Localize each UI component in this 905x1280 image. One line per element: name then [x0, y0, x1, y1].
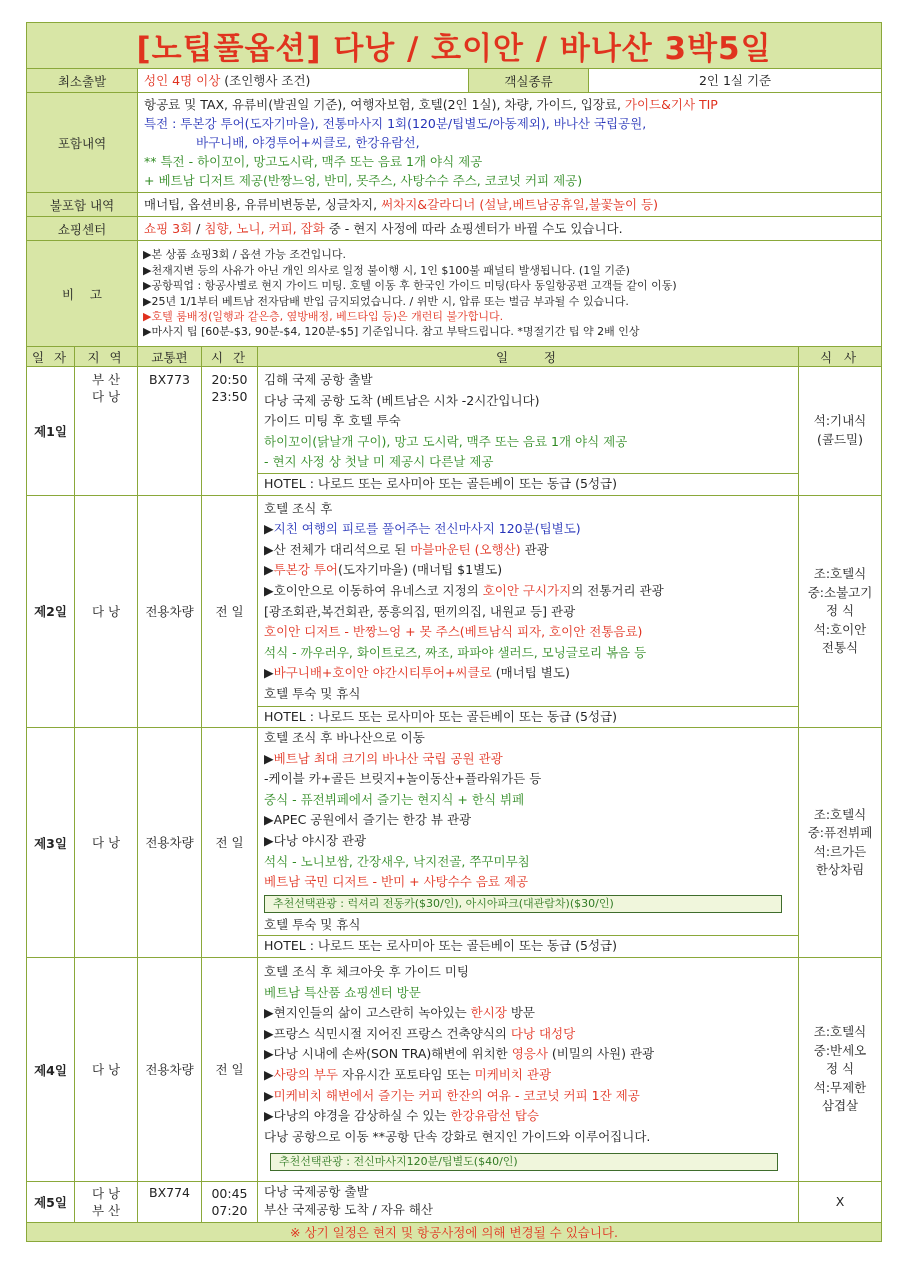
schedule-line: 김해 국제 공항 출발 [264, 372, 373, 387]
day-2-hotel: HOTEL : 나로드 또는 로사미아 또는 골든베이 또는 동급 (5성급) [258, 706, 798, 728]
shopping-sep: / [192, 221, 205, 236]
day-3-time: 전 일 [202, 728, 258, 958]
schedule-line: 호텔 조식 후 체크아웃 후 가이드 미팅 [264, 964, 469, 980]
schedule-line: ▶다낭 야시장 관광 [264, 833, 367, 849]
day-3-transport: 전용차량 [138, 728, 202, 958]
schedule-line: ▶다낭의 야경을 감상하실 수 있는 한강유람선 탑승 [264, 1108, 539, 1124]
day-5-region-to: 부 산 [91, 1203, 121, 1219]
remarks-label: 비 고 [27, 241, 138, 347]
meal-line: (콜드밀) [817, 431, 863, 447]
shopping-count: 쇼핑 3회 [144, 221, 193, 236]
day-4-schedule [258, 958, 799, 1182]
day-1-region [75, 367, 138, 496]
day-2-schedule [258, 495, 799, 728]
meal-line: 중:반세오 [813, 1042, 867, 1058]
meal-line: 조:호텔식 [813, 566, 867, 582]
schedule-line: 석식 - 까우러우, 화이트로즈, 짜조, 파파야 샐러드, 모닝글로리 볶음 등 [264, 644, 647, 660]
day-2-transport: 전용차량 [138, 495, 202, 728]
day-1-transport: BX773 [138, 367, 202, 496]
col-header-region: 지 역 [75, 347, 138, 367]
day-4-label: 제4일 [27, 958, 75, 1182]
day-3-region: 다 낭 [75, 728, 138, 958]
remark-item: ▶본 상품 쇼핑3회 / 옵션 가능 조건입니다. [143, 248, 347, 262]
meal-line: 삼겹살 [821, 1098, 859, 1114]
remark-item: ▶공항픽업 : 항공사별로 현지 가이드 미팅. 호텔 이동 후 한국인 가이드 미팅(타사 동일항공편 고객들 같이 이동) [143, 279, 677, 293]
meal-line: 석:무제한 [813, 1079, 867, 1095]
room-type-label: 객실종류 [469, 69, 589, 93]
day-1-hotel: HOTEL : 나로드 또는 로사미아 또는 골든베이 또는 동급 (5성급) [258, 473, 798, 495]
day-5-region [75, 1182, 138, 1223]
schedule-line: ▶산 전체가 대리석으로 된 마블마운틴 (오행산) 관광 [264, 541, 549, 557]
exclude-content [138, 193, 882, 217]
meal-line: 석:르가든 [813, 843, 867, 859]
schedule-line: ▶지친 여행의 피로를 풀어주는 전신마사지 120분(팁별도) [264, 521, 581, 537]
day-1-region-to: 다 낭 [91, 389, 121, 404]
schedule-line: 호텔 조식 후 [264, 500, 333, 516]
schedule-line: 호텔 투숙 및 휴식 [264, 685, 361, 701]
min-depart-people: 성인 4명 이상 [144, 73, 221, 88]
shopping-content [138, 217, 882, 241]
day-3-optional-tour: 추천선택관광 : 럭셔리 전동카($30/인), 아시아파크(대관람차)($30/인) [264, 895, 782, 913]
schedule-line: 호텔 투숙 및 휴식 [264, 916, 361, 932]
schedule-line: ▶APEC 공원에서 즐기는 한강 뷰 관광 [264, 812, 472, 828]
meal-line: 조:호텔식 [813, 1024, 867, 1040]
day-2-time: 전 일 [202, 495, 258, 728]
remark-item: ▶천재지변 등의 사유가 아닌 개인 의사로 일정 불이행 시, 1인 $100불 패널티 발생됩니다. (1일 기준) [143, 263, 630, 277]
day-2-meal [799, 495, 882, 728]
meal-line: 전통식 [821, 640, 859, 656]
schedule-line: ▶호이안으로 이동하여 유네스코 지정의 호이안 구시가지의 전통거리 관광 [264, 582, 664, 598]
include-line-1: 항공료 및 TAX, 유류비(발권일 기준), 여행자보험, 호텔(2인 1실), 차량, 가이드, 입장료, [144, 97, 625, 112]
min-depart-value [138, 69, 469, 93]
meal-line: 석:기내식 [813, 413, 867, 429]
day-1-label: 제1일 [27, 367, 75, 496]
room-type-value: 2인 1실 기준 [589, 69, 882, 93]
include-label: 포함내역 [27, 93, 138, 193]
day-5-time-arrive: 07:20 [211, 1203, 248, 1219]
schedule-line: 호텔 조식 후 바나산으로 이동 [264, 730, 425, 746]
col-header-time: 시 간 [202, 347, 258, 367]
day-4-transport: 전용차량 [138, 958, 202, 1182]
include-line-3: 바구니배, 야경투어+씨클로, 한강유람선, [196, 135, 420, 150]
day-2-region: 다 낭 [75, 495, 138, 728]
schedule-line: - 현지 사정 상 첫날 미 제공시 다른날 제공 [264, 454, 494, 470]
day-4-optional-tour: 추천선택관광 : 전신마사지120분/팁별도($40/인) [270, 1153, 778, 1171]
min-depart-condition: (조인행사 조건) [220, 73, 311, 88]
itinerary-sheet [26, 22, 881, 1242]
day-3-meal [799, 728, 882, 958]
day-3-label: 제3일 [27, 728, 75, 958]
shopping-note: 중 - 현지 사정에 따라 쇼핑센터가 바뀔 수도 있습니다. [324, 221, 623, 236]
shopping-items: 침향, 노니, 커피, 잡화 [204, 221, 325, 236]
schedule-line: 부산 국제공항 도착 / 자유 해산 [264, 1202, 433, 1218]
day-4-meal [799, 958, 882, 1182]
day-5-region-from: 다 낭 [91, 1186, 121, 1202]
day-1-time-depart: 20:50 [211, 372, 248, 387]
schedule-line: ▶미케비치 해변에서 즐기는 커피 한잔의 여유 - 코코넛 커피 1잔 제공 [264, 1087, 640, 1103]
remark-item-massage-tip: ▶마사지 팁 [60분-$3, 90분-$4, 120분-$5] 기준입니다. 참고 부탁드립니다. *명절기간 팁 약 2배 인상 [143, 325, 640, 339]
meal-line: 정 식 [825, 603, 855, 619]
schedule-line: ▶다낭 시내에 손싸(SON TRA)해변에 위치한 영응사 (비밀의 사원) 관광 [264, 1046, 655, 1062]
schedule-line: 호이안 디저트 - 반짱느엉 + 못 주스(베트남식 피자, 호이안 전통음료) [264, 624, 643, 640]
day-1-time [202, 367, 258, 496]
schedule-line: 석식 - 노니보쌈, 간장새우, 낙지전골, 쭈꾸미무침 [264, 853, 530, 869]
schedule-line: ▶현지인들의 삶이 고스란히 녹아있는 한시장 방문 [264, 1005, 535, 1021]
remark-item: ▶25년 1/1부터 베트남 전자담배 반입 금지되었습니다. / 위반 시, 압류 또는 벌금 부과될 수 있습니다. [143, 294, 629, 308]
day-1-region-from: 부 산 [91, 372, 121, 387]
meal-line: 조:호텔식 [813, 806, 867, 822]
day-5-schedule [258, 1182, 799, 1223]
shopping-label: 쇼핑센터 [27, 217, 138, 241]
page-title: [노팁풀옵션] 다낭 / 호이안 / 바나산 3박5일 [27, 23, 882, 69]
schedule-line: 베트남 국민 디저트 - 반미 + 사탕수수 음료 제공 [264, 874, 529, 890]
schedule-line: 하이꼬이(닭날개 구이), 망고 도시락, 맥주 또는 음료 1개 야식 제공 [264, 433, 628, 449]
remark-item-room: ▶호텔 룸배정(일행과 같은층, 옆방배정, 베드타입 등)은 개런티 불가합니다. [143, 309, 504, 323]
day-5-label: 제5일 [27, 1182, 75, 1223]
meal-line: 중:퓨전뷔페 [807, 825, 873, 841]
meal-line: 중:소불고기 [807, 584, 873, 600]
day-5-transport: BX774 [138, 1182, 202, 1223]
exclude-surcharge: 써차지&갈라디너 (설날,베트남공휴일,불꽃놀이 등) [381, 197, 658, 212]
include-tip: 가이드&기사 TIP [624, 97, 718, 112]
day-4-region: 다 낭 [75, 958, 138, 1182]
day-1-schedule [258, 367, 799, 496]
day-1-meal [799, 367, 882, 496]
exclude-items: 매너팁, 옵션비용, 유류비변동분, 싱글차지, [144, 197, 382, 212]
col-header-transport: 교통편 [138, 347, 202, 367]
meal-line: 한상차림 [815, 862, 865, 878]
itinerary-table [26, 22, 882, 1242]
col-header-schedule: 일 정 [258, 347, 799, 367]
min-depart-label: 최소출발 [27, 69, 138, 93]
day-3-schedule [258, 728, 799, 958]
remarks-content [138, 241, 882, 347]
schedule-line: ▶사랑의 부두 자유시간 포토타임 또는 미케비치 관광 [264, 1067, 552, 1082]
include-line-5: + 베트남 디저트 제공(반짱느엉, 반미, 못주스, 사탕수수 주스, 코코넛 커피 제공) [144, 173, 583, 188]
col-header-day: 일 자 [27, 347, 75, 367]
include-line-4: ** 특전 - 하이꼬이, 망고도시락, 맥주 또는 음료 1개 야식 제공 [144, 154, 483, 169]
schedule-line: 다낭 공항으로 이동 **공항 단속 강화로 현지인 가이드와 이루어집니다. [264, 1128, 651, 1144]
include-line-2: 특전 : 투본강 투어(도자기마을), 전통마사지 1회(120분/팁별도/아동제외), 바나산 국립공원, [144, 116, 647, 131]
meal-line: 석:호이안 [813, 621, 867, 637]
col-header-meal: 식 사 [799, 347, 882, 367]
schedule-line: 베트남 특산품 쇼핑센터 방문 [264, 984, 421, 1000]
day-4-time: 전 일 [202, 958, 258, 1182]
day-5-meal: X [799, 1182, 882, 1223]
schedule-line: 다낭 국제 공항 도착 (베트남은 시차 -2시간입니다) [264, 392, 540, 408]
day-5-time [202, 1182, 258, 1223]
day-2-label: 제2일 [27, 495, 75, 728]
schedule-line: 중식 - 퓨전뷔페에서 즐기는 현지식 + 한식 뷔페 [264, 791, 525, 807]
day-3-hotel: HOTEL : 나로드 또는 로사미아 또는 골든베이 또는 동급 (5성급) [258, 935, 798, 957]
footer-notice: ※ 상기 일정은 현지 및 항공사정에 의해 변경될 수 있습니다. [27, 1223, 882, 1242]
schedule-line: ▶투본강 투어(도자기마을) (매너팁 $1별도) [264, 562, 503, 578]
schedule-line: ▶바구니배+호이안 야간시티투어+씨클로 (매너팁 별도) [264, 665, 570, 681]
day-1-time-arrive: 23:50 [211, 389, 248, 404]
exclude-label: 불포함 내역 [27, 193, 138, 217]
day-5-time-depart: 00:45 [211, 1186, 248, 1202]
include-content [138, 93, 882, 193]
meal-line: 정 식 [825, 1061, 855, 1077]
schedule-line: [광조회관,복건회관, 풍흥의집, 떤끼의집, 내원교 등] 관광 [264, 603, 576, 619]
schedule-line: 다낭 국제공항 출발 [264, 1184, 369, 1200]
schedule-line: ▶베트남 최대 크기의 바나산 국립 공원 관광 [264, 750, 503, 766]
schedule-line: -케이블 카+골든 브릿지+놀이동산+플라워가든 등 [264, 771, 542, 787]
schedule-line: ▶프랑스 식민시절 지어진 프랑스 건축양식의 다낭 대성당 [264, 1025, 576, 1041]
schedule-line: 가이드 미팅 후 호텔 투숙 [264, 413, 401, 429]
